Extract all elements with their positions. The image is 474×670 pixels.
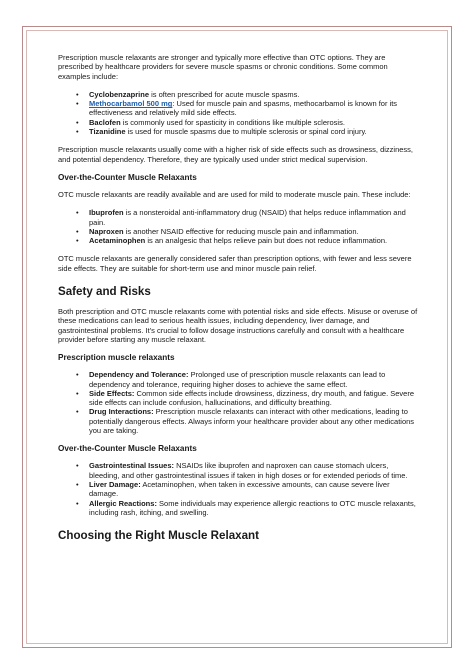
list-item bbox=[76, 407, 418, 436]
drug-name: Naproxen bbox=[89, 226, 124, 236]
drug-name: Ibuprofen bbox=[89, 208, 124, 218]
bullet-icon: • bbox=[76, 461, 79, 471]
risk-description: Some individuals may experience allergic reactions to OTC muscle relaxants, including rash, itching, and swelling. bbox=[89, 498, 416, 517]
bullet-icon: • bbox=[76, 127, 79, 137]
prescription-list bbox=[58, 90, 418, 136]
drug-name: Baclofen bbox=[89, 117, 121, 127]
risk-name: Liver Damage: bbox=[89, 479, 141, 489]
otc-heading: Over-the-Counter Muscle Relaxants bbox=[58, 172, 197, 182]
risk-description: Prescription muscle relaxants can interact with other medications, leading to potentially dangerous effects. Always inform your healthcare provider about any other medications you are taking. bbox=[89, 407, 415, 436]
bullet-icon: • bbox=[76, 208, 79, 218]
list-item bbox=[76, 236, 418, 246]
bullet-icon: • bbox=[76, 498, 79, 508]
bullet-icon: • bbox=[76, 479, 79, 489]
list-item bbox=[76, 226, 418, 236]
drug-name: Tizanidine bbox=[89, 127, 126, 137]
list-item bbox=[76, 388, 418, 408]
prescription-note: Prescription muscle relaxants usually come with a higher risk of side effects such as drowsiness, dizziness, and potential dependency. Therefore, they are typically used under strict medical supervision. bbox=[58, 145, 414, 164]
bullet-icon: • bbox=[76, 99, 79, 109]
list-item bbox=[76, 127, 418, 137]
list-item bbox=[76, 479, 418, 499]
intro-paragraph: Prescription muscle relaxants are stronger and typically more effective than OTC options. They are prescribed by healthcare providers for severe muscle spasms or chronic conditions. Some common examples include: bbox=[58, 53, 388, 81]
risk-description: Prolonged use of prescription muscle relaxants can lead to dependency and tolerance, requiring higher doses to achieve the same effect. bbox=[89, 370, 386, 389]
bullet-icon: • bbox=[76, 89, 79, 99]
bullet-icon: • bbox=[76, 388, 79, 398]
drug-name: Acetaminophen bbox=[89, 236, 146, 246]
risk-name: Drug Interactions: bbox=[89, 407, 154, 417]
bullet-icon: • bbox=[76, 407, 79, 417]
methocarbamol-link[interactable]: Methocarbamol 500 mg bbox=[89, 99, 173, 109]
document-body bbox=[58, 53, 418, 551]
drug-description: is commonly used for spasticity in conditions like multiple sclerosis. bbox=[120, 117, 345, 127]
otc-list bbox=[58, 208, 418, 245]
risk-description: NSAIDs like ibuprofen and naproxen can cause stomach ulcers, bleeding, and other gastrointestinal issues if taken in high doses or for extended periods of time. bbox=[89, 461, 408, 480]
list-item bbox=[76, 461, 418, 480]
drug-name: Cyclobenzaprine bbox=[89, 89, 150, 99]
otc-intro: OTC muscle relaxants are readily available and are used for mild to moderate muscle pain. These include: bbox=[58, 189, 411, 199]
list-item bbox=[76, 498, 418, 518]
rx-risk-heading: Prescription muscle relaxants bbox=[58, 353, 175, 363]
list-item bbox=[76, 89, 418, 99]
otc-risk-list bbox=[58, 461, 418, 517]
drug-description: is a nonsteroidal anti-inflammatory drug (NSAID) that helps reduce inflammation and pain. bbox=[89, 208, 406, 227]
risk-name: Side Effects: bbox=[89, 388, 135, 398]
bullet-icon: • bbox=[76, 236, 79, 246]
safety-intro: Both prescription and OTC muscle relaxants come with potential risks and side effects. Misuse or overuse of these medications can lead to serious health issues, including dependency, liver damage, and gastrointestinal problems. It's crucial to follow dosage instructions carefully and consult with a healthcare provider before starting any muscle relaxant. bbox=[58, 307, 418, 344]
risk-name: Dependency and Tolerance: bbox=[89, 370, 189, 380]
list-item bbox=[76, 117, 418, 127]
drug-description: is another NSAID effective for reducing muscle pain and inflammation. bbox=[123, 226, 359, 236]
choosing-heading: Choosing the Right Muscle Relaxant bbox=[58, 529, 259, 543]
otc-risk-heading: Over-the-Counter Muscle Relaxants bbox=[58, 444, 197, 454]
risk-description: Common side effects include drowsiness, dizziness, dry mouth, and fatigue. Severe side effects can include confusion, hallucinations, and difficulty breathing. bbox=[89, 388, 415, 408]
otc-note: OTC muscle relaxants are generally considered safer than prescription options, with fewer and less severe side effects. They are suitable for short-term use and minor muscle pain relief. bbox=[58, 254, 412, 273]
risk-name: Gastrointestinal Issues: bbox=[89, 461, 175, 471]
list-item bbox=[76, 208, 418, 227]
risk-name: Allergic Reactions: bbox=[89, 498, 157, 508]
bullet-icon: • bbox=[76, 226, 79, 236]
drug-description: is often prescribed for acute muscle spasms. bbox=[149, 89, 300, 99]
bullet-icon: • bbox=[76, 370, 79, 380]
drug-description: is an analgesic that helps relieve pain but does not reduce inflammation. bbox=[145, 236, 388, 246]
drug-description: : Used for muscle pain and spasms, methocarbamol is known for its effectiveness and relatively mild side effects. bbox=[89, 99, 398, 118]
bullet-icon: • bbox=[76, 117, 79, 127]
risk-description: Acetaminophen, when taken in excessive amounts, can cause severe liver damage. bbox=[89, 479, 390, 499]
list-item bbox=[76, 370, 418, 389]
rx-risk-list bbox=[58, 370, 418, 435]
drug-description: is used for muscle spasms due to multiple sclerosis or spinal cord injury. bbox=[125, 127, 367, 137]
safety-heading: Safety and Risks bbox=[58, 285, 151, 299]
list-item bbox=[76, 99, 418, 118]
